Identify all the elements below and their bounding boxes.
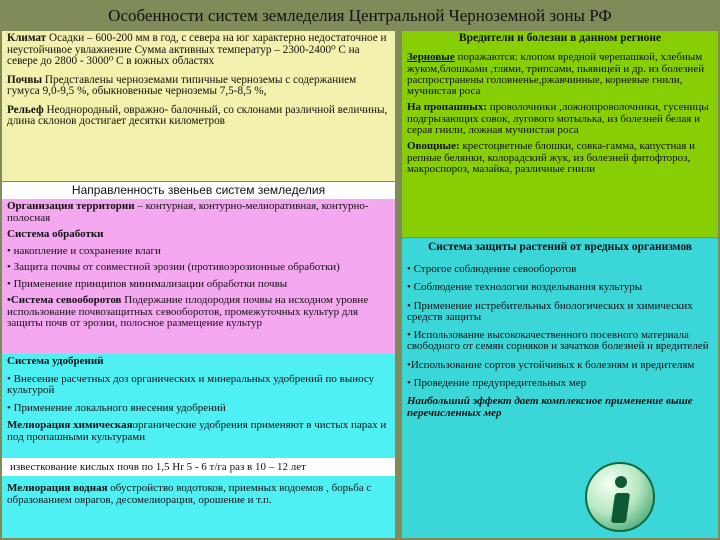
- info-icon-dot: [615, 476, 627, 488]
- protection-panel: [402, 238, 718, 538]
- chemical-melioration-label: Мелиорация химическая: [7, 419, 133, 431]
- fertilizer-item: • Внесение расчетных доз органических и минеральных удобрений по выносу культурой: [7, 372, 375, 396]
- tillage-item: • накопление и сохранение влаги: [7, 244, 161, 257]
- climate-label: Климат: [7, 32, 47, 44]
- climate-paragraph: [7, 33, 390, 68]
- page-title: Особенности систем земледелия Центральной Черноземной зоны РФ: [108, 6, 612, 25]
- fertilizer-item: • Применение локального внесения удобрений: [7, 401, 226, 414]
- rotation-paragraph: [7, 295, 390, 330]
- grain-text: поражаются: клопом вредной черепашкой, хлебным жуком,блошками ,тлями, трипсами, пьявицей и др. из болезней распространены головненье,ржавчинные, корневые гнили, мучнистая роса: [407, 51, 705, 98]
- organization-paragraph: [7, 201, 390, 224]
- rotation-text: Подержание плодородия почвы на исходном уровне использование почвозащитных севооборотов, промежуточных культур для защиты почв от эрозии, полосное размещение культур: [7, 294, 369, 329]
- water-melioration-panel: [2, 476, 395, 538]
- liming-row: известкование кислых почв по 1,5 Hr 5 - 6 т/га раз в 10 – 12 лет: [2, 458, 395, 476]
- grain-label: Зерновые: [407, 51, 455, 64]
- organization-text: – контурная, контурно-мелиоративная, контурно-полосная: [7, 200, 369, 224]
- protection-item: • Использование высококачественного посевного материала свободного от семян сорняков и зачатков болезней и вредителей: [407, 329, 709, 353]
- chemical-melioration-text: органические удобрения применяют в чистых парах и под пропашными культурами: [7, 419, 387, 443]
- protection-item: • Проведение предупредительных мер: [407, 377, 587, 390]
- relief-paragraph: [7, 105, 390, 128]
- water-melioration-label: Мелиорация водная: [7, 482, 108, 494]
- protection-item: • Строгое соблюдение севооборотов: [407, 263, 577, 275]
- grain-paragraph: [407, 52, 713, 97]
- climate-panel: [2, 31, 395, 181]
- soil-paragraph: [7, 75, 390, 98]
- climate-text: Осадки – 600-200 мм в год, с севера на юг характерно недостаточное и неустойчивое увлажнение Сумма активных температур – 2300-2400⁰ С на севере до 2800 - 3000⁰ С в южных областях: [7, 32, 387, 67]
- chemical-melioration-paragraph: [7, 420, 390, 443]
- pests-heading: Вредители и болезни в данном регионе: [458, 32, 662, 44]
- soil-label: Почвы: [7, 73, 43, 86]
- info-icon-stem: [611, 493, 630, 523]
- protection-item: • Применение истребительных биологических и химических средств защиты: [407, 299, 693, 323]
- protection-item: •Использование сортов устойчивых к болезням и вредителям: [407, 358, 695, 371]
- tillage-item: • Применение принципов минимализации обработки почвы: [7, 277, 288, 290]
- row-crops-label: На пропашных:: [407, 101, 487, 114]
- direction-heading: Направленность звеньев систем земледелия: [2, 182, 395, 199]
- relief-label: Рельеф: [7, 103, 44, 116]
- organization-label: Организация территории: [7, 200, 135, 212]
- tillage-label: Система обработки: [7, 228, 104, 240]
- tillage-panel: [2, 199, 395, 354]
- tillage-item: • Защита почвы от совместной эрозии (противоэрозионные обработки): [7, 261, 340, 273]
- relief-text: Неоднородный, овражно- балочный, со склонами различной величины, длина склонов достигает десятки километров: [7, 103, 388, 127]
- protection-heading: Система защиты растений от вредных организмов: [427, 241, 693, 253]
- row-crops-text: проволочники ,ложнопроволочники, гусеницы подгрызающих совок, лугового мотылька, из болезней белая и серая гнили, ложная мучнистая роса: [407, 101, 709, 137]
- protection-item: • Соблюдение технологии возделывания культуры: [407, 281, 643, 294]
- rotation-label: •Система севооборотов: [7, 294, 122, 306]
- water-melioration-text: обустройство водотоков, приемных водоемов , борьба с образованием оврагов, десомелиорация, орошение и т.п.: [7, 482, 372, 506]
- fertilizer-panel: [2, 354, 395, 458]
- vegetables-label: Овощные:: [407, 140, 460, 153]
- fertilizer-label: Система удобрений: [7, 355, 104, 367]
- row-crops-paragraph: [407, 102, 713, 136]
- info-icon: [585, 462, 655, 532]
- vegetables-text: крестоцветные блошки, совка-гамма, капустная и репные белянки, колорадский жук, из болезней фитофтороз, макроспороз, мазайка, различные гнили: [407, 140, 695, 175]
- vegetables-paragraph: [407, 141, 713, 175]
- pests-panel: [402, 31, 718, 237]
- soil-text: Представлены черноземами типичные черноземы с содержанием гумуса 9,0-9,5 %, обыкновенные черноземы 7,5-8,5 %,: [7, 73, 357, 97]
- protection-effect: Наибольший эффект дает комплексное применение выше перечисленных мер: [407, 395, 693, 419]
- water-melioration-paragraph: [7, 482, 390, 506]
